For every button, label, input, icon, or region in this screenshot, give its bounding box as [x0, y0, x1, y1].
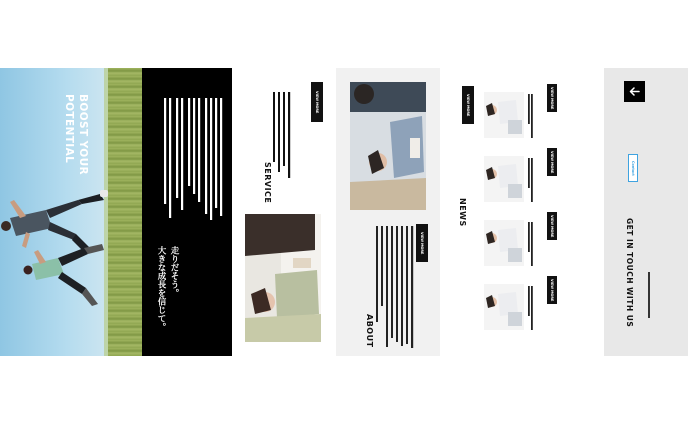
news-card[interactable]	[484, 284, 524, 330]
service-photo	[245, 214, 321, 342]
about-view-more-label: VIEW MORE	[420, 231, 424, 255]
service-title: SERVICE	[263, 162, 272, 204]
about-view-more-button[interactable]	[416, 224, 428, 262]
contact-button-label: Contact	[631, 160, 635, 176]
contact-subtitle-line	[648, 272, 651, 318]
intro-section	[142, 68, 232, 356]
news-card[interactable]	[484, 156, 524, 202]
contact-section	[604, 68, 688, 356]
contact-subtitle	[640, 272, 659, 318]
about-section	[336, 68, 440, 356]
intro-catchcopy	[154, 246, 180, 331]
news-card-text	[528, 286, 534, 330]
news-item-2-view-more[interactable]	[547, 148, 557, 176]
news-view-more-label: VIEW MORE	[466, 93, 470, 117]
contact-button[interactable]	[628, 154, 638, 182]
news-item-4-view-more-label: VIEW MORE	[550, 278, 554, 302]
service-section	[232, 68, 336, 356]
about-text	[376, 226, 414, 348]
news-item-2-view-more-label: VIEW MORE	[550, 150, 554, 174]
news-view-more-button[interactable]	[462, 86, 474, 124]
news-title: NEWS	[458, 198, 467, 227]
news-card-text-lines	[528, 222, 534, 266]
intro-catch-line1: 走りだそう。	[169, 246, 179, 297]
contact-title: GET IN TOUCH WITH US	[625, 218, 634, 328]
runners-photo	[0, 188, 110, 318]
about-photo	[350, 82, 426, 210]
news-card-text	[528, 222, 534, 266]
hero-title	[62, 94, 90, 175]
service-text-lines	[273, 92, 291, 178]
runner-two	[24, 244, 105, 306]
intro-paragraph-lines	[154, 98, 226, 228]
service-view-more-button[interactable]	[311, 82, 323, 122]
hero-grass	[108, 68, 142, 356]
news-card-photo	[484, 284, 524, 330]
news-item-3-view-more[interactable]	[547, 212, 557, 240]
service-text	[273, 92, 292, 178]
news-item-1-view-more[interactable]	[547, 84, 557, 112]
about-title: ABOUT	[365, 314, 374, 348]
news-card-text-lines	[528, 94, 534, 138]
news-card-text-lines	[528, 158, 534, 202]
news-card-text	[528, 94, 534, 138]
hero-title-line2: POTENTIAL	[63, 94, 75, 164]
arrow-left-icon	[629, 86, 640, 97]
runner-one	[1, 190, 108, 254]
hero-section	[0, 68, 142, 356]
news-item-1-view-more-label: VIEW MORE	[550, 86, 554, 110]
news-card-text	[528, 158, 534, 202]
news-item-4-view-more[interactable]	[547, 276, 557, 304]
news-card[interactable]	[484, 220, 524, 266]
back-arrow-button[interactable]	[624, 81, 645, 102]
service-view-more-label: VIEW MORE	[315, 90, 319, 114]
hero-title-line1: BOOST YOUR	[77, 94, 89, 176]
news-section	[440, 68, 604, 356]
news-card-photo	[484, 92, 524, 138]
news-card-photo	[484, 156, 524, 202]
about-text-lines	[376, 226, 414, 348]
intro-catch-line2: 大きな成長を信じて。	[156, 246, 166, 331]
news-card-photo	[484, 220, 524, 266]
news-card[interactable]	[484, 92, 524, 138]
intro-paragraph	[154, 98, 226, 248]
news-card-text-lines	[528, 286, 534, 330]
news-item-3-view-more-label: VIEW MORE	[550, 214, 554, 238]
